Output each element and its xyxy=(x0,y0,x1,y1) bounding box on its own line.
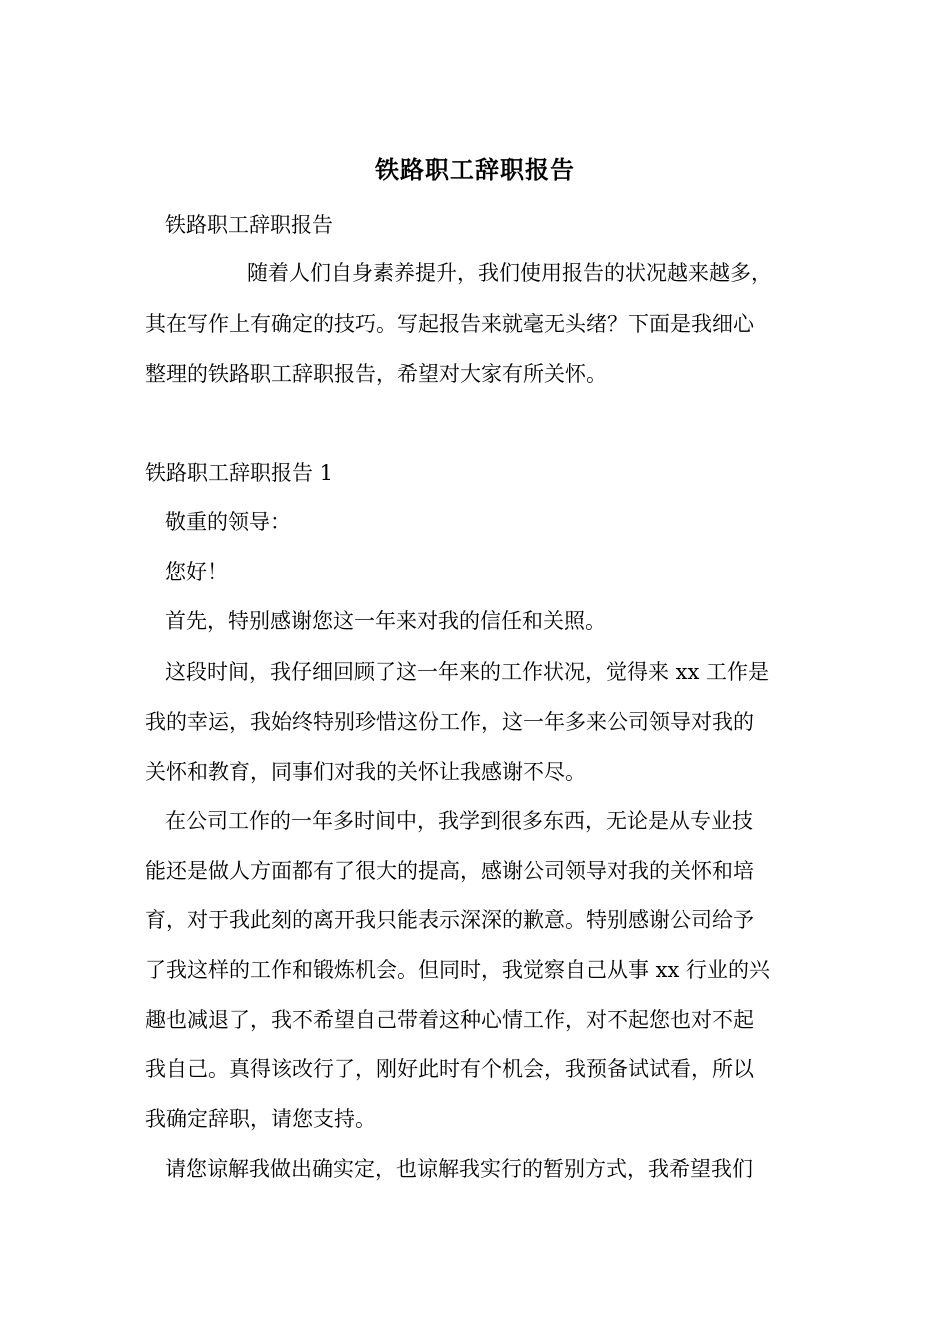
intro-line: 整理的铁路职工辞职报告，希望对大家有所关怀。 xyxy=(145,362,607,386)
body-line: 了我这样的工作和锻炼机会。但同时，我觉察自己从事 xx 行业的兴 xyxy=(145,958,771,982)
body-line: 在公司工作的一年多时间中，我学到很多东西，无论是从专业技 xyxy=(165,809,753,833)
section-heading: 铁路职工辞职报告 1 xyxy=(145,461,334,485)
intro-line: 随着人们自身素养提升，我们使用报告的状况越来越多， xyxy=(247,261,772,285)
body-line: 我的幸运，我始终特别珍惜这份工作，这一年多来公司领导对我的 xyxy=(145,710,754,734)
body-line: 育，对于我此刻的离开我只能表示深深的歉意。特别感谢公司给予 xyxy=(145,908,754,932)
subtitle: 铁路职工辞职报告 xyxy=(165,213,333,237)
body-line: 请您谅解我做出确实定，也谅解我实行的暂别方式，我希望我们 xyxy=(165,1157,753,1181)
document-title: 铁路职工辞职报告 xyxy=(375,155,575,184)
body-line: 关怀和教育，同事们对我的关怀让我感谢不尽。 xyxy=(145,760,586,784)
body-line: 趣也减退了，我不希望自己带着这种心情工作，对不起您也对不起 xyxy=(145,1008,754,1032)
body-line: 首先，特别感谢您这一年来对我的信任和关照。 xyxy=(165,609,606,633)
salutation: 敬重的领导： xyxy=(165,510,291,534)
greeting: 您好！ xyxy=(165,560,228,584)
intro-line: 其在写作上有确定的技巧。写起报告来就毫无头绪？下面是我细心 xyxy=(145,312,754,336)
body-line: 我确定辞职，请您支持。 xyxy=(145,1107,376,1131)
body-line: 这段时间，我仔细回顾了这一年来的工作状况，觉得来 xx 工作是 xyxy=(165,660,770,684)
body-line: 我自己。真得该改行了，刚好此时有个机会，我预备试试看，所以 xyxy=(145,1057,754,1081)
body-line: 能还是做人方面都有了很大的提高，感谢公司领导对我的关怀和培 xyxy=(145,859,754,883)
